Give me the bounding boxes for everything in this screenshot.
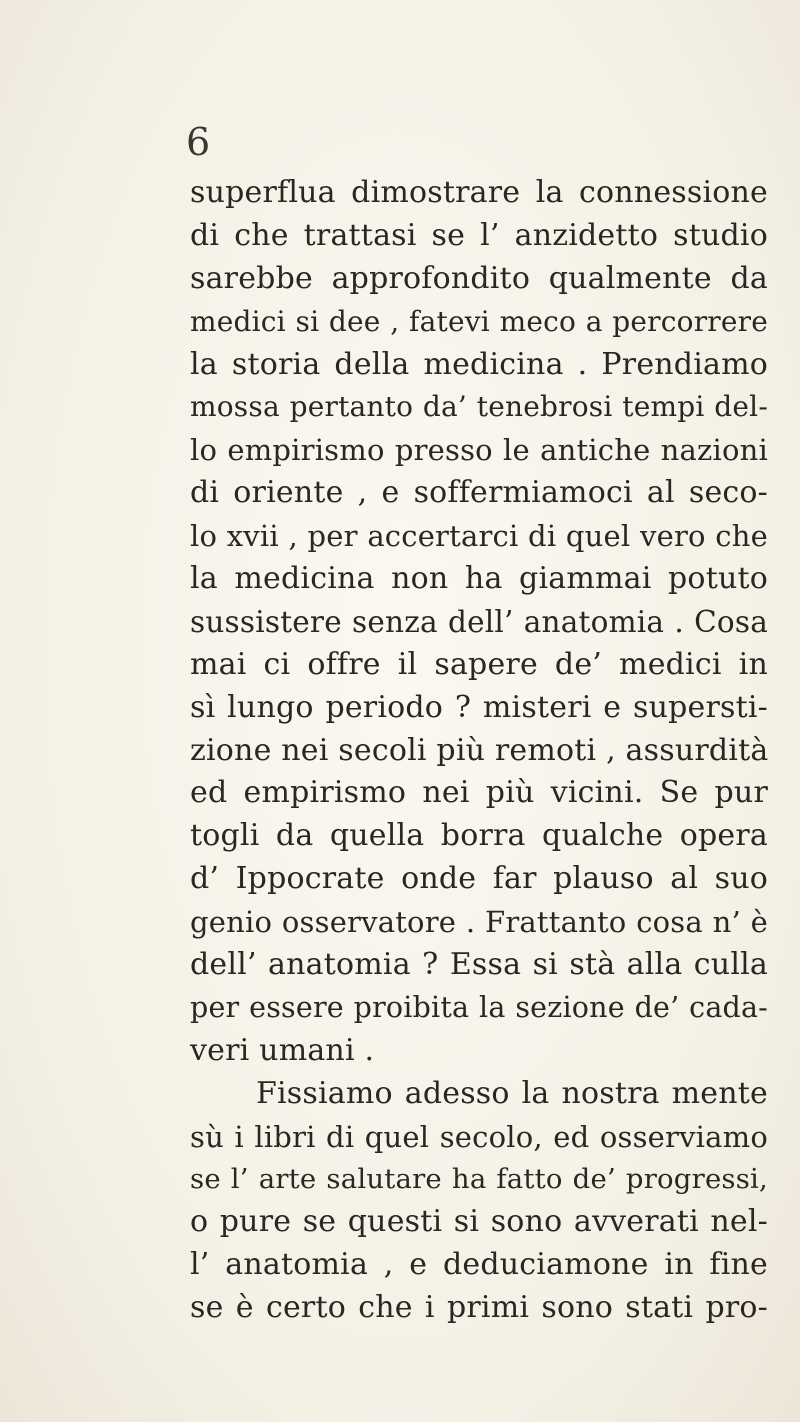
text-line: lo empirismo presso le antiche nazioni	[190, 433, 768, 468]
text-line: medici si dee , fatevi meco a percorrere	[190, 304, 768, 338]
text-line: di oriente , e soffermiamoci al seco-	[190, 475, 768, 511]
text-line: se è certo che i primi sono stati pro-	[190, 1290, 768, 1326]
text-line: Fissiamo adesso la nostra mente	[256, 1075, 768, 1111]
text-line: di che trattasi se l’ anzidetto studio	[190, 217, 768, 253]
text-line: la medicina non ha giammai potuto	[190, 561, 768, 597]
text-line: o pure se questi si sono avverati nel-	[190, 1204, 768, 1240]
text-line: dell’ anatomia ? Essa si stà alla culla	[190, 947, 768, 983]
text-line: genio osservatore . Frattanto cosa n’ è	[190, 905, 768, 940]
text-line: sussistere senza dell’ anatomia . Cosa	[190, 604, 768, 639]
text-line: mai ci offre il sapere de’ medici in	[190, 646, 768, 682]
text-line: la storia della medicina . Prendiamo	[190, 346, 768, 382]
body-text	[190, 172, 768, 1330]
text-line: d’ Ippocrate onde far plauso al suo	[190, 861, 768, 897]
text-line: veri umani .	[190, 1032, 375, 1068]
text-line: se l’ arte salutare ha fatto de’ progressi,	[190, 1163, 768, 1196]
text-line: sù i libri di quel secolo, ed osserviamo	[190, 1119, 768, 1154]
page-number: 6	[186, 120, 211, 164]
text-line: l’ anatomia , e deduciamone in fine	[190, 1247, 768, 1283]
text-line: sarebbe approfondito qualmente da	[190, 260, 768, 296]
text-line: per essere proibita la sezione de’ cada-	[190, 990, 768, 1024]
text-line: ed empirismo nei più vicini. Se pur	[190, 775, 768, 811]
text-line: mossa pertanto da’ tenebrosi tempi del-	[190, 390, 768, 424]
text-line: togli da quella borra qualche opera	[190, 818, 768, 854]
text-line: sì lungo periodo ? misteri e supersti-	[190, 689, 768, 725]
text-line: lo xvii , per accertarci di quel vero che	[190, 519, 768, 554]
text-line: superflua dimostrare la connessione	[190, 175, 768, 210]
text-line: zione nei secoli più remoti , assurdità	[190, 732, 769, 768]
